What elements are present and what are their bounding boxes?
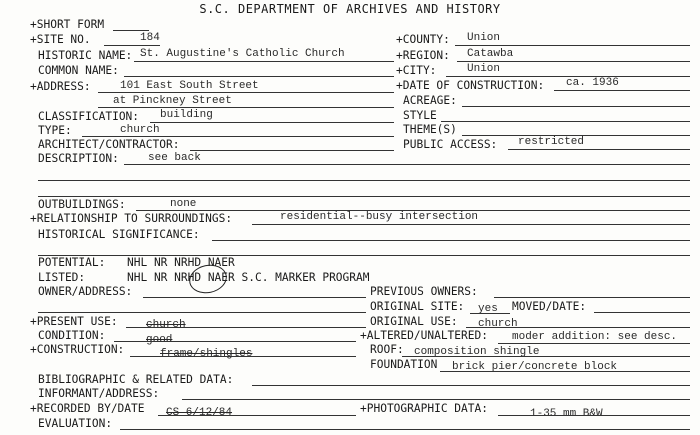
relationship-value: residential--busy intersection <box>280 211 479 223</box>
potential-label: POTENTIAL: <box>38 256 106 269</box>
county-line <box>455 45 690 46</box>
description-line-3 <box>38 196 690 197</box>
owner-address-label: OWNER/ADDRESS: <box>38 285 133 298</box>
site-no-line <box>104 45 160 46</box>
type-line <box>82 136 394 137</box>
foundation-value: brick pier/concrete block <box>452 361 618 373</box>
short-form-label: +SHORT FORM <box>30 18 105 31</box>
description-line-2 <box>38 180 690 181</box>
common-name-line <box>124 76 394 77</box>
historical-significance-line-1 <box>212 240 690 241</box>
construction-value: frame/shingles <box>160 348 253 360</box>
photographic-line <box>498 415 690 416</box>
outbuildings-label: OUTBUILDINGS: <box>38 198 126 211</box>
original-use-label: ORIGINAL USE: <box>370 315 458 328</box>
evaluation-label: EVALUATION: <box>38 417 113 430</box>
condition-label: CONDITION: <box>38 329 106 342</box>
original-use-line <box>466 327 690 328</box>
city-label: +CITY: <box>396 64 437 77</box>
region-line <box>457 61 690 62</box>
outbuildings-value: none <box>170 198 197 210</box>
bibliographic-line <box>252 385 690 386</box>
previous-owners-label: PREVIOUS OWNERS: <box>370 285 478 298</box>
roof-value: composition shingle <box>414 346 540 358</box>
condition-line <box>114 341 356 342</box>
classification-label: CLASSIFICATION: <box>38 110 140 123</box>
bibliographic-label: BIBLIOGRAPHIC & RELATED DATA: <box>38 373 234 386</box>
acreage-label: ACREAGE: <box>403 94 457 107</box>
potential-options: NHL NR NRHD NAER <box>127 256 235 269</box>
address-line1 <box>98 92 394 93</box>
short-form-line <box>113 30 149 31</box>
address-label: +ADDRESS: <box>30 80 91 93</box>
style-line <box>441 121 690 122</box>
moved-date-label: MOVED/DATE: <box>512 300 587 313</box>
relationship-label: +RELATIONSHIP TO SURROUNDINGS: <box>30 212 233 225</box>
county-value: Union <box>467 32 501 44</box>
address-line2-value: at Pinckney Street <box>113 95 232 107</box>
type-value: church <box>120 124 160 136</box>
date-construction-line <box>554 90 690 91</box>
description-line-1 <box>124 164 690 165</box>
original-site-label: ORIGINAL SITE: <box>370 300 465 313</box>
construction-line <box>130 356 356 357</box>
present-use-label: +PRESENT USE: <box>30 315 118 328</box>
altered-value: moder addition: see desc. <box>512 331 678 343</box>
classification-line <box>150 122 394 123</box>
style-label: STYLE <box>403 109 437 122</box>
condition-value: good <box>146 334 173 346</box>
evaluation-line <box>120 429 690 430</box>
public-access-value: restricted <box>518 136 585 148</box>
original-site-line <box>470 313 510 314</box>
description-label: DESCRIPTION: <box>38 152 119 165</box>
altered-line <box>498 343 690 344</box>
city-value: Union <box>467 63 501 75</box>
roof-label: ROOF: <box>370 343 404 356</box>
photographic-label: +PHOTOGRAPHIC DATA: <box>360 402 488 415</box>
present-use-line <box>126 327 366 328</box>
classification-value: building <box>160 109 213 121</box>
construction-label: +CONSTRUCTION: <box>30 343 125 356</box>
informant-label: INFORMANT/ADDRESS: <box>38 387 160 400</box>
historic-name-line <box>134 61 394 62</box>
relationship-line <box>252 224 690 225</box>
description-value: see back <box>148 152 201 164</box>
photographic-value: 1-35 mm B&W <box>530 408 603 420</box>
historic-name-value: St. Augustine's Catholic Church <box>140 48 345 60</box>
listed-label: LISTED: <box>38 271 86 284</box>
historic-name-label: HISTORIC NAME: <box>38 49 133 62</box>
form-header: S.C. DEPARTMENT OF ARCHIVES AND HISTORY <box>199 2 501 16</box>
region-value: Catawba <box>467 48 514 60</box>
present-use-value: church <box>146 319 186 331</box>
region-label: +REGION: <box>396 49 450 62</box>
foundation-line <box>440 371 690 372</box>
date-construction-label: +DATE OF CONSTRUCTION: <box>396 79 545 92</box>
roof-line <box>402 356 690 357</box>
owner-address-line-2 <box>38 312 366 313</box>
public-access-line <box>508 149 690 150</box>
previous-owners-line <box>494 297 690 298</box>
site-no-value: 184 <box>140 32 160 44</box>
architect-label: ARCHITECT/CONTRACTOR: <box>38 138 180 151</box>
architect-line <box>190 150 394 151</box>
owner-address-line <box>143 297 366 298</box>
moved-date-line <box>594 312 690 313</box>
recorded-by-value: CS 6/12/84 <box>166 407 233 419</box>
original-site-value: yes <box>478 303 498 315</box>
site-no-label: +SITE NO. <box>30 33 91 46</box>
recorded-by-line <box>158 415 356 416</box>
historical-significance-label: HISTORICAL SIGNIFICANCE: <box>38 228 200 241</box>
public-access-label: PUBLIC ACCESS: <box>403 138 498 151</box>
listed-options: NHL NR NRHD NAER S.C. MARKER PROGRAM <box>127 271 370 284</box>
foundation-label: FOUNDATION <box>370 358 438 371</box>
type-label: TYPE: <box>38 124 72 137</box>
acreage-line <box>462 106 690 107</box>
address-line1-value: 101 East South Street <box>120 80 259 92</box>
themes-label: THEME(S) <box>403 123 457 136</box>
informant-line <box>182 399 690 400</box>
common-name-label: COMMON NAME: <box>38 64 119 77</box>
recorded-by-label: +RECORDED BY/DATE <box>30 402 145 415</box>
county-label: +COUNTY: <box>396 33 450 46</box>
address-line2 <box>98 107 394 108</box>
date-construction-value: ca. 1936 <box>566 77 619 89</box>
original-use-value: church <box>478 318 518 330</box>
altered-label: +ALTERED/UNALTERED: <box>360 329 488 342</box>
